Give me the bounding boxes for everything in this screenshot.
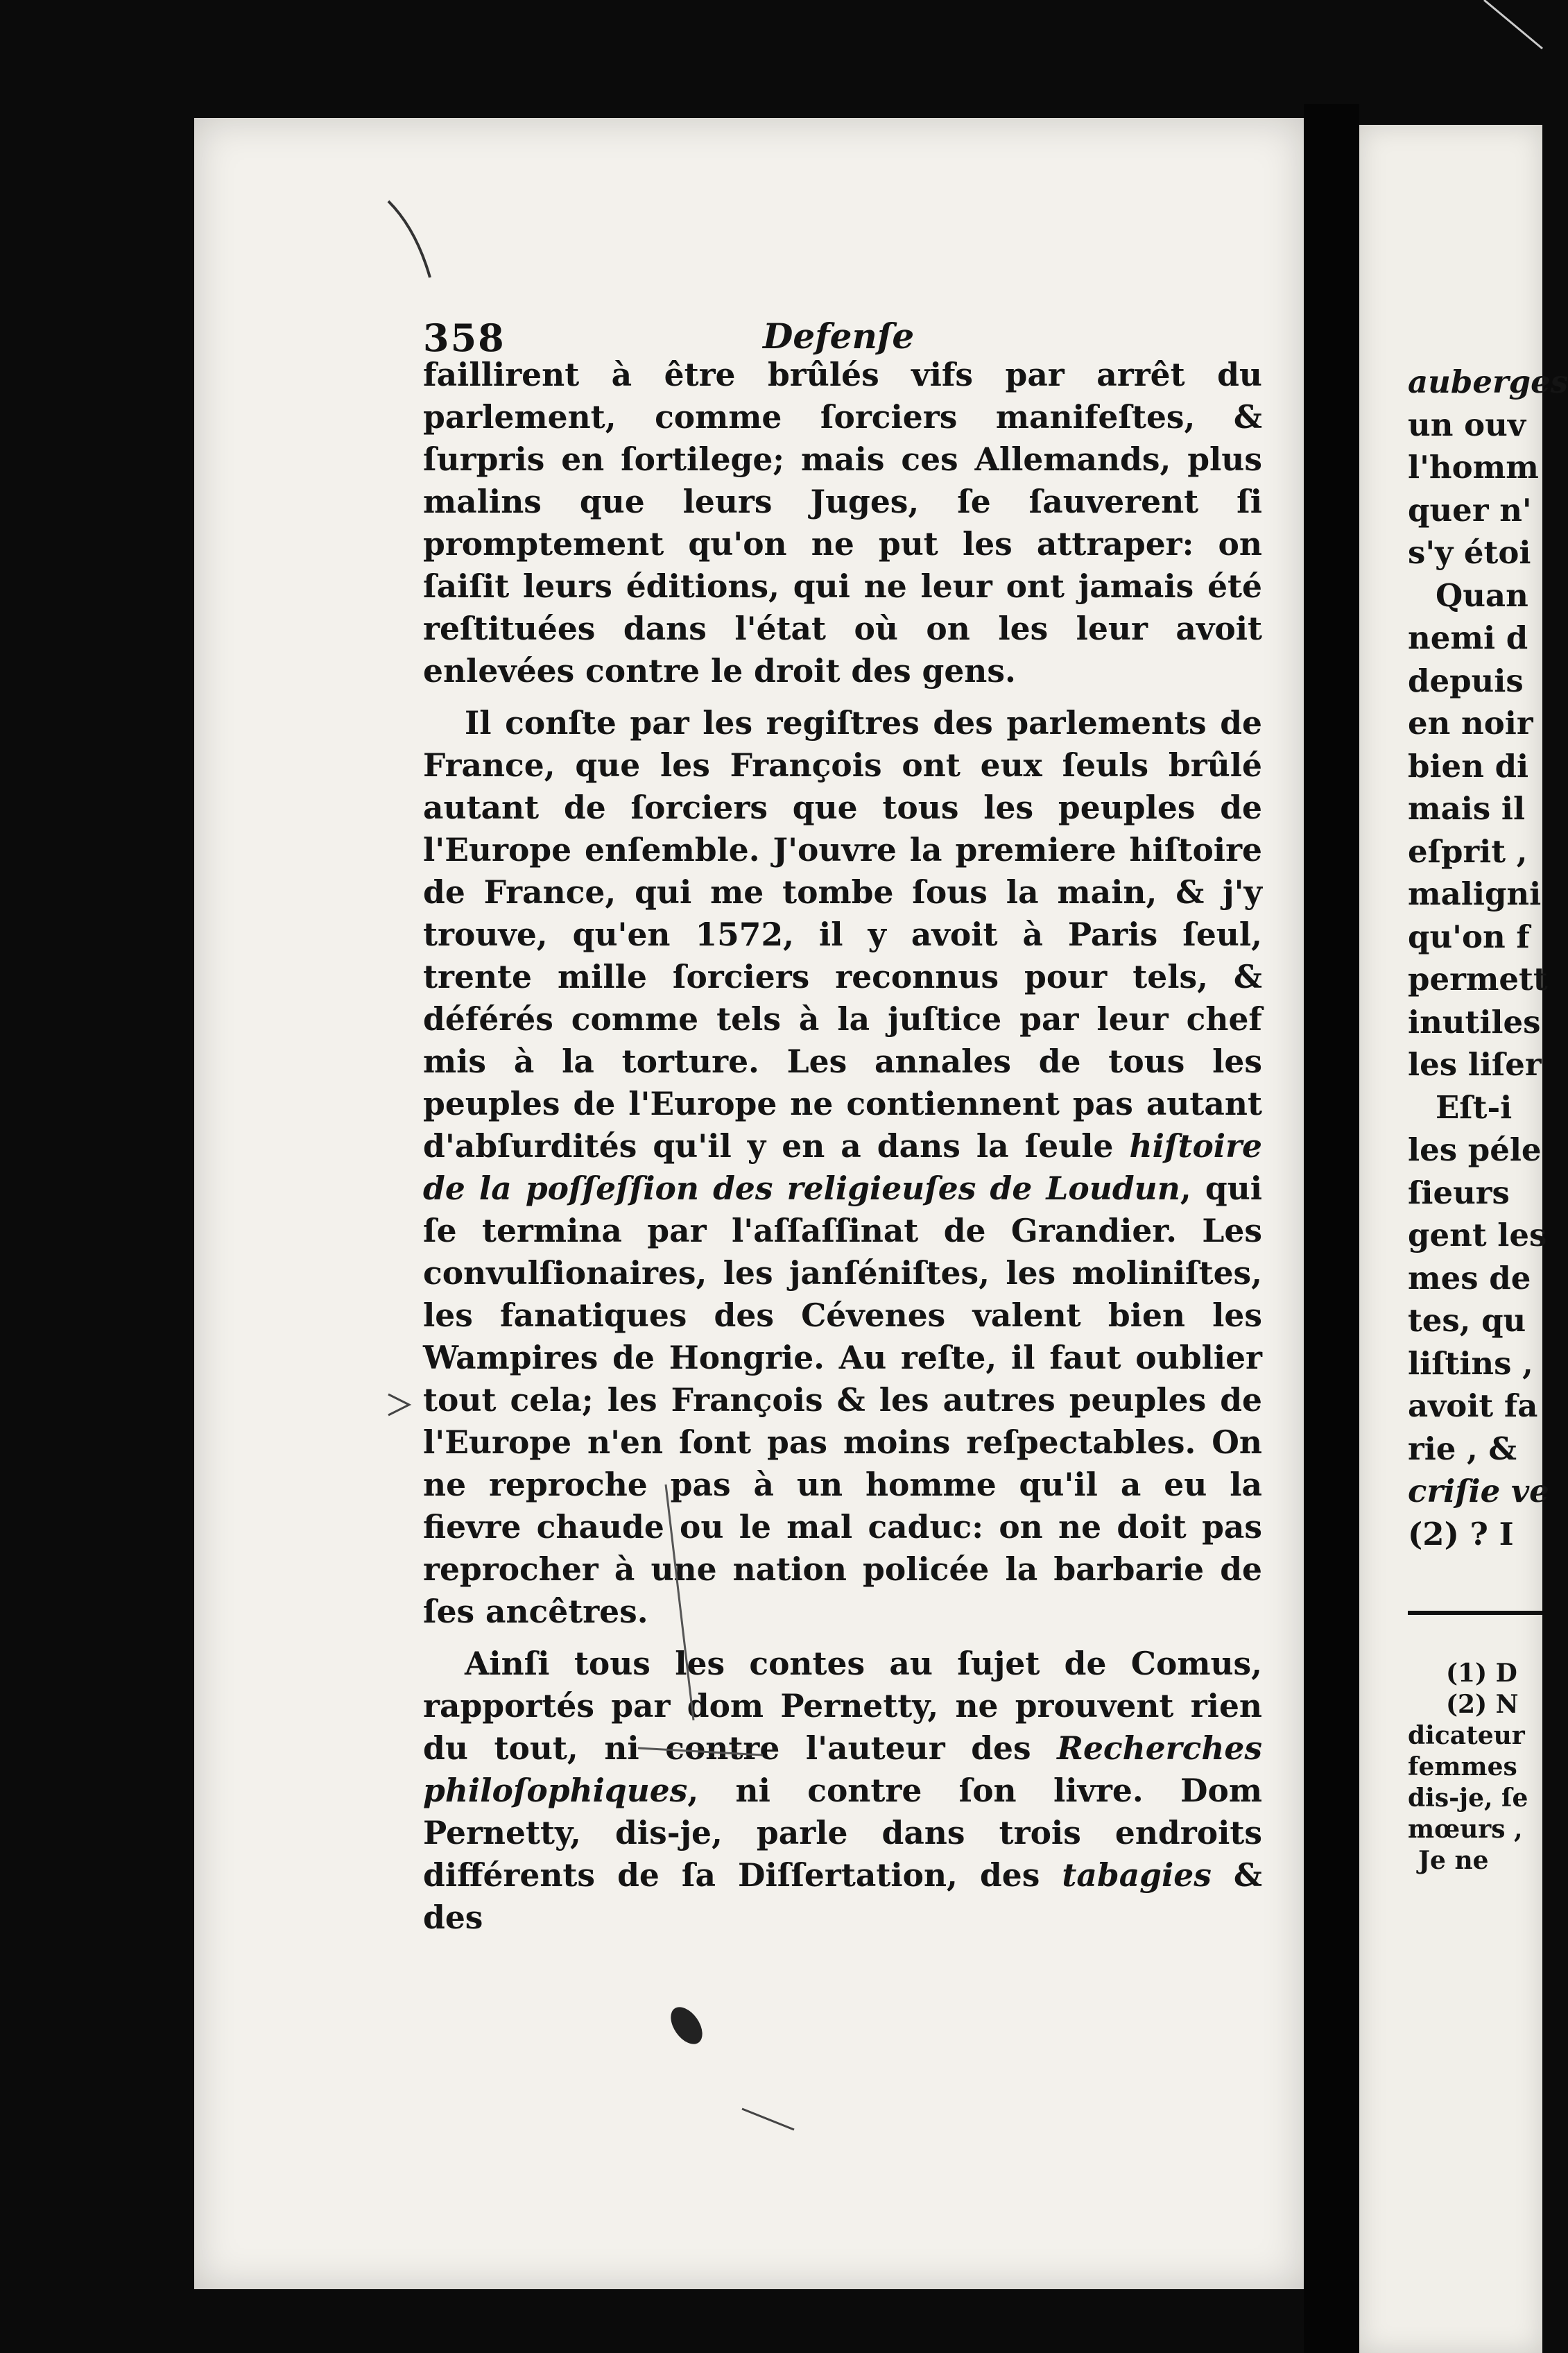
page-number: 358 xyxy=(423,316,506,360)
right-line: les péle xyxy=(1408,1131,1542,1168)
paragraph-2-cont: ſe termina par l'aſſaſſinat de Grandier. Les convulſionaires, les janſéniſtes, les moliniſtes, les fanatiques des Cévenes valent bien les Wampires de Hongrie. Au reſte, il faut oublier tout cela; les François & les autres peuples de l'Europe n'en ſont pas moins reſpectables. On ne reproche pas à un homme qu'il a eu la fievre chaude ou le mal caduc: on ne doit pas reprocher à une nation policée la barbarie de ſes ancêtres. xyxy=(423,1212,1262,1630)
footnote-line: Je ne xyxy=(1418,1846,1489,1875)
right-line: l'homm xyxy=(1408,449,1539,486)
italic-recherches: Recherches philoſophiques xyxy=(423,1729,1262,1809)
footnote-line: dis-je, ſe xyxy=(1408,1783,1528,1813)
right-line: criſie ve xyxy=(1408,1473,1549,1509)
right-line: gent les xyxy=(1408,1217,1547,1253)
right-line: liſtins , xyxy=(1408,1344,1533,1382)
paragraph-3-cont: ni contre ſon livre. Dom Pernetty, dis-je, parle dans trois endroits différents de ſa Diſſertation, des xyxy=(423,1772,1262,1894)
paragraph-2 xyxy=(423,702,1262,1633)
paragraph-2-text: Il conſte par les regiſtres des parlements de France, que les François ont eux ſeuls brûlé autant de ſorciers que tous les peuples de l'Europe enſemble. J'ouvre la premiere hiſtoire de France, qui me tombe ſous la main, & j'y trouve, qu'en 1572, il y avoit à Paris ſeul, trente mille ſorciers reconnus pour tels, & déférés comme tels à la juſtice par leur chef mis à la torture. Les annales de tous les peuples de l'Europe ne contiennent pas autant d'abſurdités qu'il y en a dans la ſeule xyxy=(423,704,1262,1165)
running-head: Defenſe xyxy=(763,316,915,357)
right-line: tes, qu xyxy=(1408,1302,1526,1339)
paragraph-2-after-italic: , qui xyxy=(1180,1170,1262,1207)
right-line: un ouv xyxy=(1408,406,1526,443)
right-line: avoit fa xyxy=(1408,1387,1538,1424)
right-line: bien di xyxy=(1408,747,1529,785)
right-line: auberges xyxy=(1408,363,1568,400)
main-text xyxy=(423,354,1262,1939)
right-line: qu'on f xyxy=(1408,918,1530,955)
footnote-rule xyxy=(1408,1611,1542,1615)
footnote-line: (1) D xyxy=(1446,1659,1517,1688)
right-line: maligni xyxy=(1408,875,1542,912)
italic-loudun: hiſtoire de la poſſeſſion des religieuſes de Loudun xyxy=(423,1127,1263,1207)
right-line: nemi d xyxy=(1408,619,1528,656)
right-page-footnotes xyxy=(1408,1658,1542,1876)
paragraph-3: Ainſi tous les contes au ſujet de Comus, rapportés par dom Pernetty, ne prouvent rien du tout, ni contre l'auteur des Recherches philoſophiques, ni contre ſon livre. Dom Pernetty, dis-je, parle dans trois endroits différents de ſa Diſſertation, des tabagies & des xyxy=(423,1645,1263,1936)
right-line: inutiles xyxy=(1408,1003,1541,1041)
right-page-text xyxy=(1408,361,1568,1555)
footnote-line: mœurs , xyxy=(1408,1815,1523,1844)
right-line: mes de xyxy=(1408,1259,1531,1297)
right-line: eſprit , xyxy=(1408,832,1528,870)
footnote-line: (2) N xyxy=(1446,1690,1519,1719)
page-header xyxy=(423,316,1262,360)
book-gutter xyxy=(1304,104,1359,2353)
right-line: ſieurs xyxy=(1408,1174,1510,1211)
footnote-line: femmes xyxy=(1408,1752,1517,1781)
right-line: (2) ? I xyxy=(1408,1515,1514,1552)
right-line: mais il xyxy=(1408,790,1526,827)
right-line: rie , & xyxy=(1408,1430,1517,1467)
right-line: s'y étoi xyxy=(1408,534,1531,571)
right-line: depuis xyxy=(1408,662,1524,699)
paragraph-3-text: Ainſi tous les contes au ſujet de Comus, rapportés par dom Pernetty, ne prouvent rien du tout, ni contre l'auteur des xyxy=(423,1645,1262,1767)
stray-mark xyxy=(1484,0,1542,49)
right-line: permett xyxy=(1408,961,1548,998)
paragraph-3-closing: & des xyxy=(423,1856,1263,1936)
right-line: quer n' xyxy=(1408,491,1532,529)
footnote-line: dicateur xyxy=(1408,1721,1525,1750)
italic-tabagies: tabagies xyxy=(1062,1856,1212,1894)
right-line: Eſt-i xyxy=(1436,1088,1513,1126)
right-line: en noir xyxy=(1408,705,1533,742)
right-line: Quan xyxy=(1436,576,1528,614)
right-line: les liſer xyxy=(1408,1046,1542,1083)
paragraph-1: faillirent à être brûlés vifs par arrêt du parlement, comme ſorciers manifeſtes, & ſurpris en ſortilege; mais ces Allemands, plus malins que leurs Juges, ſe ſauverent ſi promptement qu'on ne put les attraper: on ſaiſit leurs éditions, qui ne leur ont jamais été reſtituées dans l'état où on les leur avoit enlevées contre le droit des gens. xyxy=(423,356,1262,690)
